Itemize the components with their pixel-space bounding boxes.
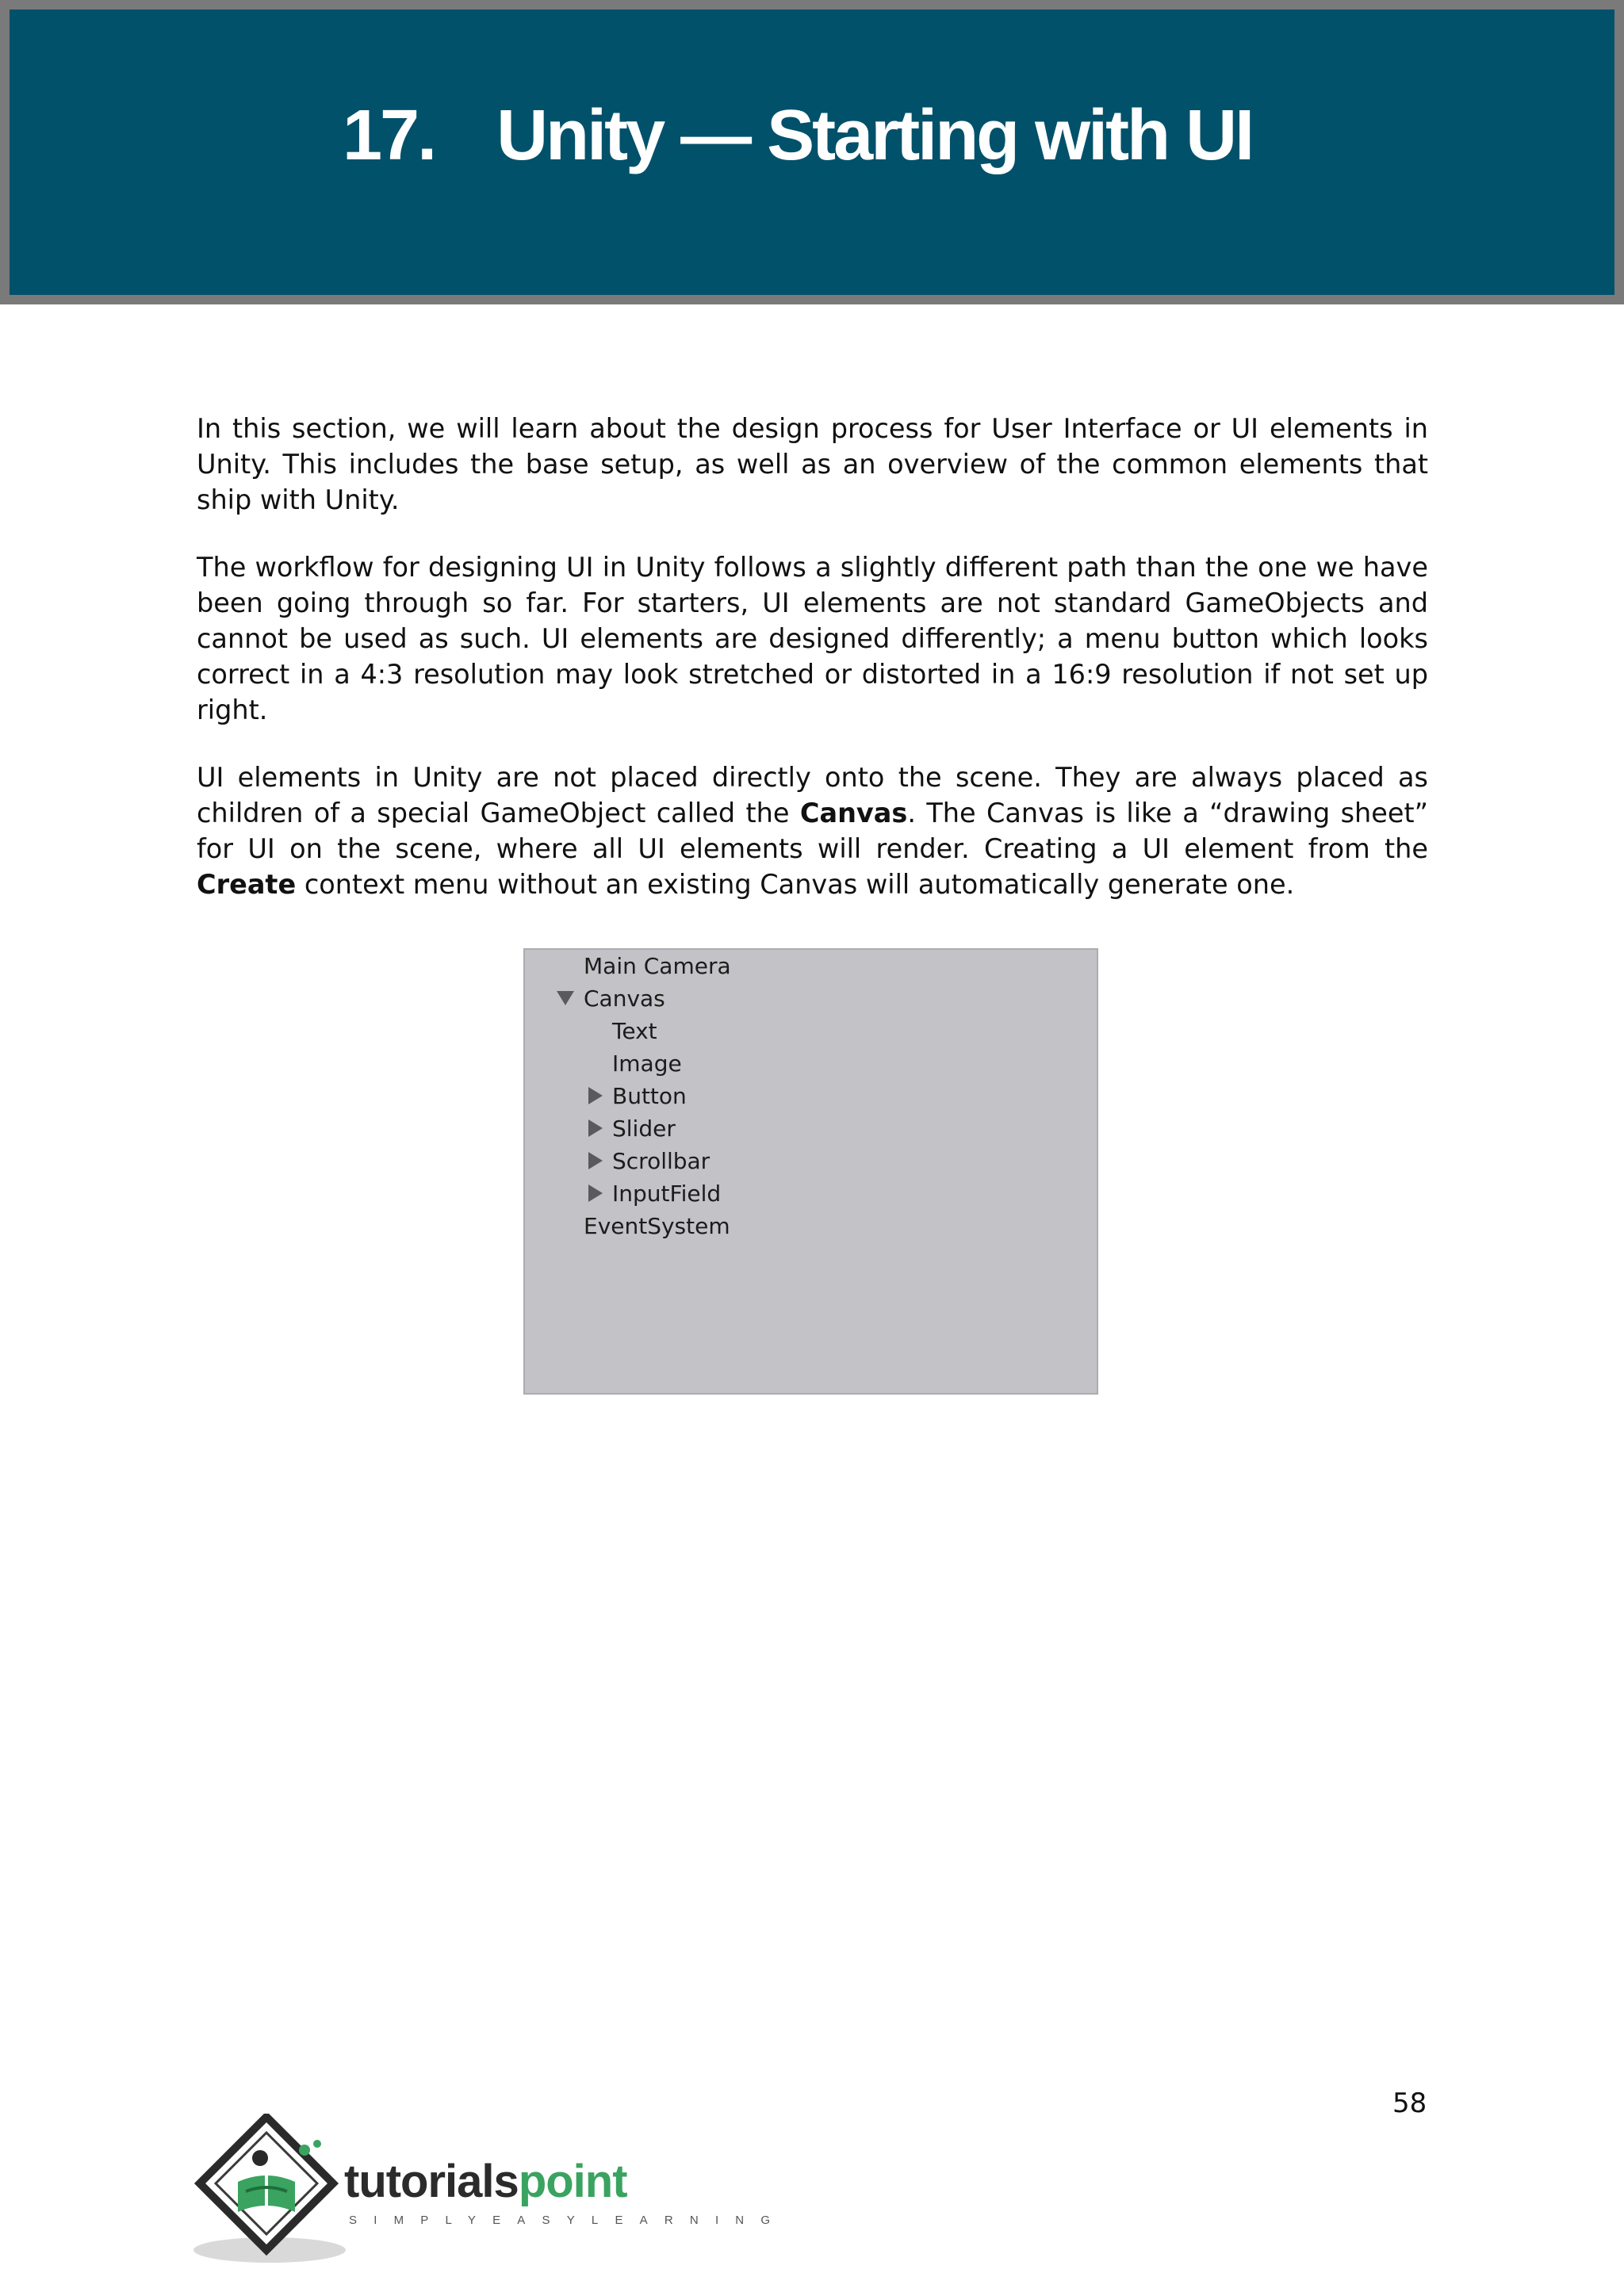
logo-word-point: point: [518, 2156, 627, 2207]
paragraph-canvas-part: UI elements in Unity are not placed directly onto the scene. They are always placed as children of a special GameObject called the: [197, 762, 1428, 828]
hierarchy-item-label: InputField: [612, 1181, 722, 1207]
hierarchy-item-label: EventSystem: [584, 1213, 730, 1239]
hierarchy-item-image: [612, 1047, 682, 1080]
paragraph-workflow: The workflow for designing UI in Unity follows a slightly different path than the one we have been going through so far. For starters, UI elements are not standard GameObjects and cannot be used as such. UI elements are designed differently; a menu button which looks correct in a 4:3 resolution may look stretched or distorted in a 16:9 resolution if not set up right.: [197, 552, 1428, 725]
collapsed-arrow-icon: [588, 1087, 603, 1104]
chapter-title: [343, 95, 1252, 177]
logo-word-tutorials: tutorials: [344, 2156, 519, 2207]
logo-emblem-icon: [193, 2114, 352, 2272]
chapter-title-text: Unity — Starting with UI: [496, 96, 1253, 175]
hierarchy-item-inputfield: [612, 1177, 721, 1210]
hierarchy-item-main-camera: [584, 950, 731, 982]
hierarchy-item-label: Main Camera: [584, 953, 731, 979]
chapter-number: 17.: [343, 96, 435, 175]
tutorialspoint-logo: [193, 2114, 787, 2272]
bold-create: Create: [197, 869, 297, 900]
hierarchy-item-canvas: [584, 982, 665, 1015]
chapter-banner: [0, 0, 1624, 304]
hierarchy-item-slider: [612, 1112, 676, 1145]
paragraph-intro: In this section, we will learn about the design process for User Interface or UI elements in Unity. This includes the base setup, as well as an overview of the common elements that ship with Unity.: [197, 413, 1428, 515]
collapsed-arrow-icon: [588, 1184, 603, 1202]
paragraph-canvas-part: context menu without an existing Canvas will automatically generate one.: [296, 869, 1295, 900]
collapsed-arrow-icon: [588, 1119, 603, 1137]
hierarchy-item-label: Image: [612, 1050, 682, 1077]
hierarchy-item-label: Scrollbar: [612, 1148, 710, 1174]
hierarchy-item-label: Text: [612, 1018, 657, 1044]
hierarchy-panel-screenshot: [523, 948, 1098, 1395]
hierarchy-item-label: Slider: [612, 1115, 676, 1142]
page-content: [197, 411, 1428, 934]
hierarchy-item-scrollbar: [612, 1145, 710, 1177]
page-number: 58: [1392, 2087, 1427, 2119]
bold-canvas: Canvas: [799, 798, 908, 828]
hierarchy-item-text: [612, 1015, 657, 1047]
hierarchy-item-label: Button: [612, 1083, 687, 1109]
hierarchy-item-button: [612, 1080, 687, 1112]
logo-wordmark: [344, 2155, 627, 2208]
collapsed-arrow-icon: [588, 1152, 603, 1169]
expanded-arrow-icon: [557, 991, 574, 1005]
hierarchy-item-eventsystem: [584, 1210, 730, 1242]
paragraph-canvas-part: . The Canvas is like a “drawing sheet” for UI on the scene, where all UI elements will render. Creating a UI element from the: [197, 798, 1428, 864]
logo-tagline: SIMPLYEASYLEARNING: [349, 2214, 787, 2227]
paragraph-canvas: [197, 760, 1428, 902]
hierarchy-item-label: Canvas: [584, 985, 665, 1012]
